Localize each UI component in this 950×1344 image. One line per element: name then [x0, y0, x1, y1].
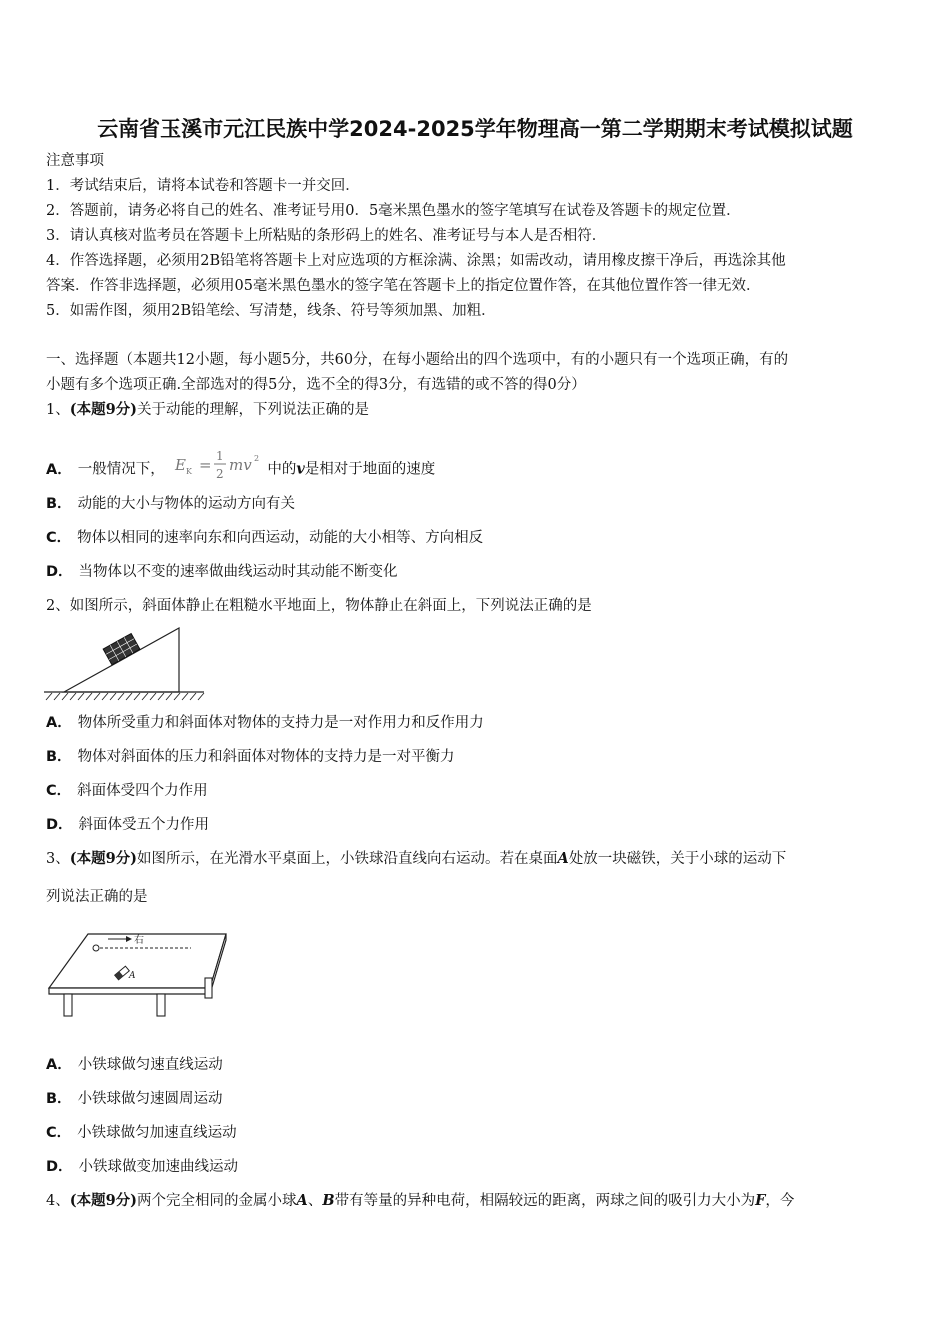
formula-e: E	[175, 456, 187, 474]
option-text: 小铁球做匀速直线运动	[77, 1057, 223, 1073]
option-letter: A．	[46, 461, 72, 478]
option-text: 是相对于地面的速度	[304, 461, 436, 478]
notice-item: 5．如需作图，须用2B铅笔绘、写清楚，线条、符号等须加黑、加粗．	[46, 303, 496, 319]
q1-option-d	[46, 562, 398, 582]
incline-wedge	[64, 628, 179, 692]
option-letter: C．	[46, 1125, 72, 1141]
option-letter: D．	[46, 1159, 73, 1175]
option-letter: D．	[46, 817, 73, 833]
question-1-stem	[46, 400, 369, 420]
iron-ball	[93, 945, 99, 951]
section-heading-line2: 小题有多个选项正确.全部选对的得5分，选不全的得3分，有选错的或不答的得0分）	[46, 377, 586, 393]
option-text: 小铁球做匀速圆周运动	[77, 1091, 223, 1107]
question-number: 3、	[46, 851, 70, 867]
option-text: 物体以相同的速率向东和向西运动，动能的大小相等、方向相反	[77, 530, 484, 546]
option-letter: C．	[46, 530, 72, 546]
notice-heading: 注意事项	[46, 153, 104, 169]
separator: 、	[307, 1193, 323, 1209]
option-letter: C．	[46, 783, 72, 799]
question-text: 带有等量的异种电荷，相隔较远的距离，两球之间的吸引力大小为	[334, 1193, 756, 1209]
formula-mv: mv	[229, 456, 253, 474]
question-points: (本题9分)	[69, 401, 138, 418]
formula-equals: =	[199, 456, 212, 474]
magnet-a-label: A	[129, 971, 136, 981]
option-letter: A．	[46, 715, 72, 731]
option-text: 斜面体受五个力作用	[78, 817, 210, 833]
section-heading-line1: 一、选择题（本题共12小题，每小题5分，共60分，在每小题给出的四个选项中，有的小题只有一个选项正确，有的	[46, 352, 789, 368]
question-text: 两个完全相同的金属小球	[137, 1193, 297, 1209]
q2-option-c	[46, 781, 208, 801]
option-letter: D．	[46, 564, 73, 580]
question-3-stem	[46, 849, 786, 869]
formula-numerator: 1	[216, 449, 224, 463]
right-label: 右	[134, 935, 144, 946]
q3-option-b	[46, 1089, 223, 1109]
notice-item: 3．请认真核对监考员在答题卡上所粘贴的条形码上的姓名、准考证号与本人是否相符．	[46, 228, 607, 244]
option-text: 小铁球做匀加速直线运动	[77, 1125, 237, 1141]
question-number: 4、	[46, 1193, 70, 1209]
incline-figure	[44, 624, 206, 704]
variable-v: v	[296, 460, 305, 478]
question-4-stem	[46, 1191, 794, 1211]
question-points: (本题9分)	[69, 1192, 138, 1209]
formula-sub: K	[186, 467, 193, 476]
q2-option-d	[46, 815, 209, 835]
question-text: 关于动能的理解，下列说法正确的是	[137, 402, 370, 418]
exam-title: 云南省玉溪市元江民族中学2024-2025学年物理高一第二学期期末考试模拟试题	[97, 117, 853, 141]
option-text: 斜面体受四个力作用	[77, 783, 208, 799]
option-letter: B．	[46, 496, 72, 512]
q3-option-a	[46, 1055, 223, 1075]
q2-option-a	[46, 713, 484, 733]
option-text: 动能的大小与物体的运动方向有关	[77, 496, 296, 512]
option-text: 物体对斜面体的压力和斜面体对物体的支持力是一对平衡力	[77, 749, 455, 765]
q3-option-c	[46, 1123, 237, 1143]
notice-item: 4．作答选择题，必须用2B铅笔将答题卡上对应选项的方框涂满、涂黑；如需改动，请用橡皮擦干净后，再选涂其他	[46, 253, 786, 269]
q3-option-d	[46, 1157, 238, 1177]
table-figure	[46, 928, 231, 1023]
question-3-stem-line2: 列说法正确的是	[46, 889, 148, 905]
notice-item: 1．考试结束后，请将本试卷和答题卡一并交回．	[46, 178, 360, 194]
ball-b-label: B	[322, 1192, 335, 1209]
option-text: 一般情况下，	[77, 461, 165, 478]
notice-item: 答案．作答非选择题，必须用05毫米黑色墨水的签字笔在答题卡上的指定位置作答，在其他位置作答一律无效．	[46, 278, 761, 294]
option-text: 小铁球做变加速曲线运动	[78, 1159, 239, 1175]
ball-a-label: A	[296, 1192, 308, 1209]
option-letter: B．	[46, 749, 72, 765]
question-text: 处放一块磁铁，关于小球的运动下	[568, 851, 787, 867]
q2-option-b	[46, 747, 455, 767]
question-2-stem: 2、如图所示，斜面体静止在粗糙水平地面上，物体静止在斜面上，下列说法正确的是	[46, 598, 592, 614]
point-a-label: A	[557, 850, 569, 867]
question-text: ，今	[765, 1193, 795, 1209]
option-text: 物体所受重力和斜面体对物体的支持力是一对作用力和反作用力	[77, 715, 484, 731]
force-f-label: F	[755, 1192, 766, 1209]
question-number: 1、	[46, 402, 70, 418]
notice-item: 2．答题前，请务必将自己的姓名、准考证号用0．5毫米黑色墨水的签字笔填写在试卷及答题卡的规定位置．	[46, 203, 741, 219]
formula-sup: 2	[254, 454, 260, 463]
question-points: (本题9分)	[69, 850, 138, 867]
option-letter: A．	[46, 1057, 72, 1073]
formula-graphic	[173, 445, 263, 485]
q1-option-a	[46, 445, 435, 494]
option-text: 中的	[267, 461, 297, 478]
q1-option-b	[46, 494, 295, 514]
q1-option-c	[46, 528, 483, 548]
formula-denominator: 2	[216, 467, 224, 481]
option-letter: B．	[46, 1091, 72, 1107]
kinetic-energy-formula	[173, 445, 263, 494]
question-text: 如图所示，在光滑水平桌面上，小铁球沿直线向右运动。若在桌面	[137, 851, 558, 867]
option-text: 当物体以不变的速率做曲线运动时其动能不断变化	[78, 564, 398, 580]
